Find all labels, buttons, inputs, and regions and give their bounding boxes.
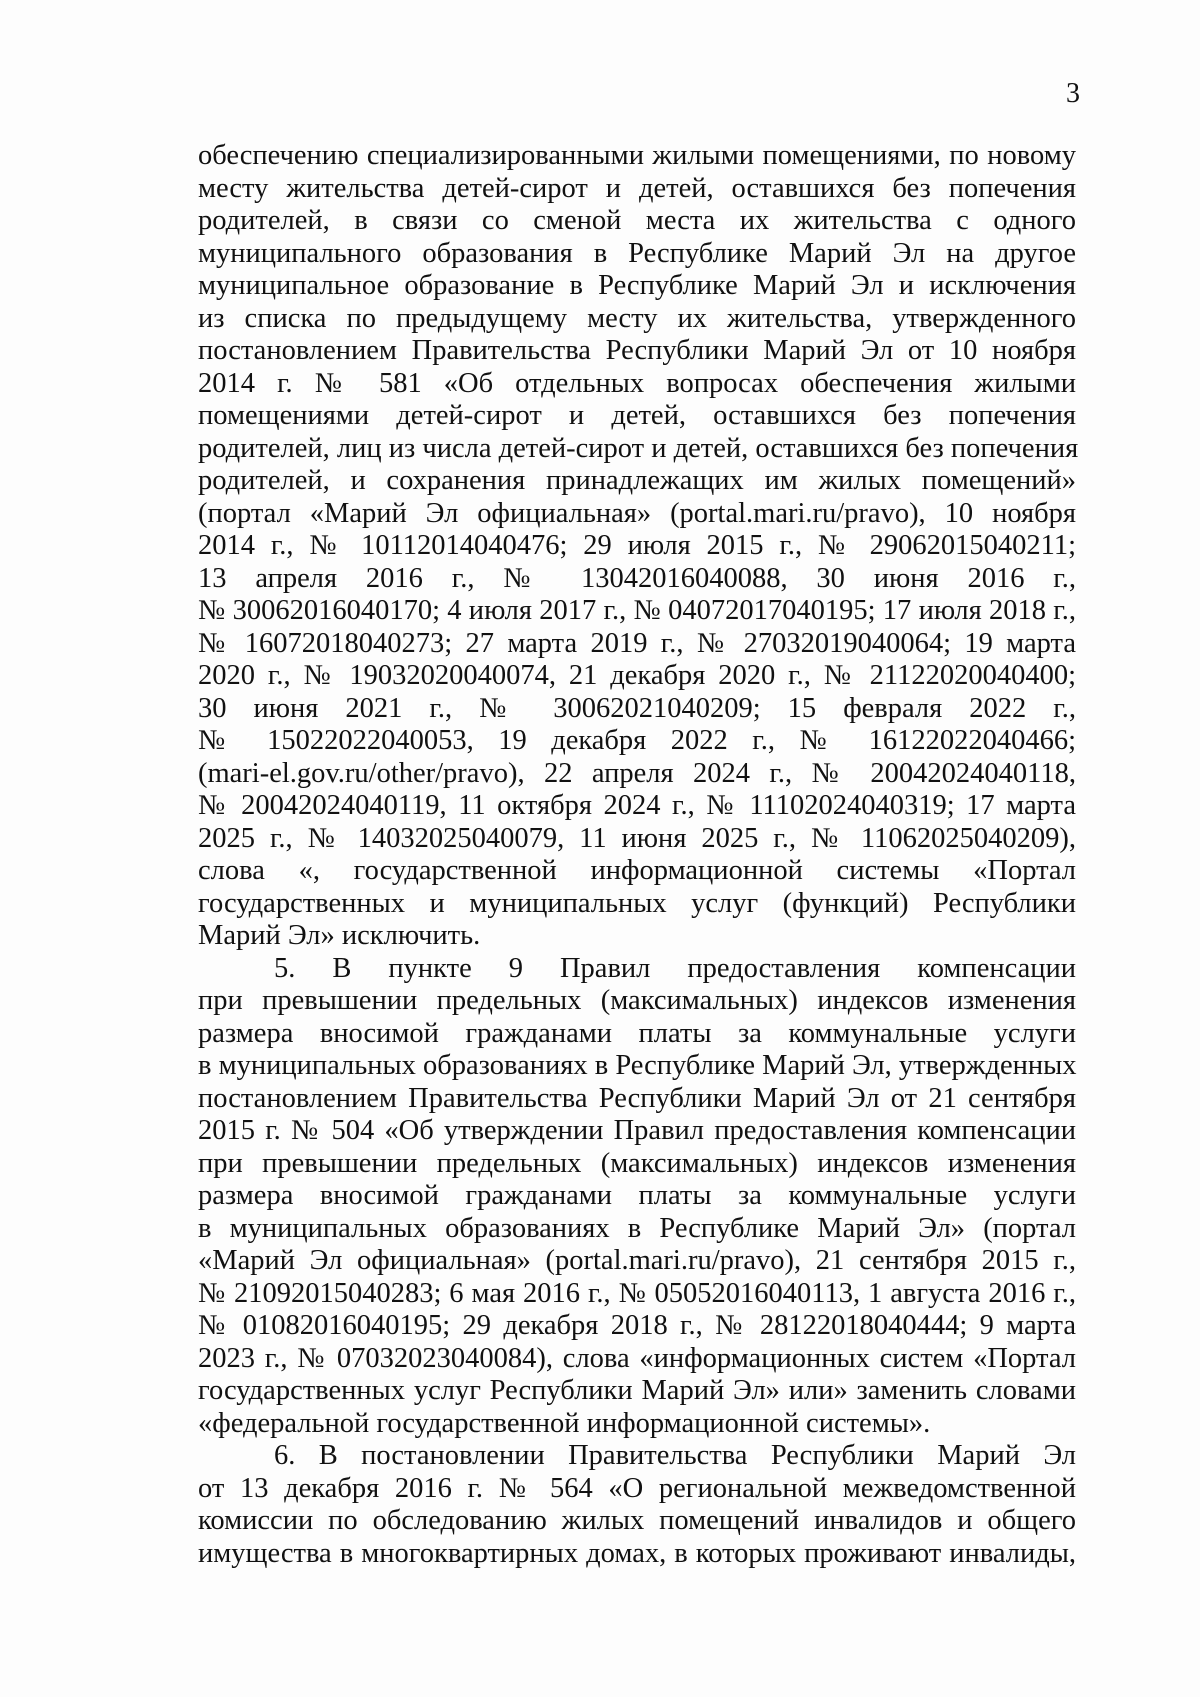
text-line: в муниципальных образованиях в Республике Марий Эл» (портал (198, 1212, 1076, 1244)
text-line: постановлением Правительства Республики Марий Эл от 21 сентября (198, 1082, 1076, 1114)
text-line: при превышении предельных (максимальных) индексов изменения (198, 985, 1076, 1016)
text-line: 2015 г. № 504 «Об утверждении Правил предоставления компенсации (198, 1115, 1076, 1146)
text-line: комиссии по обследованию жилых помещений инвалидов и общего (198, 1505, 1076, 1536)
text-line: имущества в многоквартирных домах, в которых проживают инвалиды, (198, 1537, 1076, 1569)
text-line: «федеральной государственной информационной системы». (198, 1407, 931, 1439)
text-line: родителей, и сохранения принадлежащих им жилых помещений» (198, 465, 1076, 496)
text-line: № 20042024040119, 11 октября 2024 г., № 11102024040319; 17 марта (198, 790, 1076, 821)
text-line: № 15022022040053, 19 декабря 2022 г., № 16122022040466; (198, 725, 1076, 756)
text-line: (портал «Марий Эл официальная» (portal.mari.ru/pravo), 10 ноября (198, 497, 1076, 529)
text-line: от 13 декабря 2016 г. № 564 «О региональной межведомственной (198, 1472, 1076, 1504)
text-line: слова «, государственной информационной системы «Портал (198, 855, 1076, 886)
text-line: (mari-el.gov.ru/other/pravo), 22 апреля 2024 г., № 20042024040118, (198, 757, 1076, 789)
text-line: 2023 г., № 07032023040084), слова «информационных систем «Портал (198, 1342, 1076, 1374)
text-line: из списка по предыдущему месту их жительства, утвержденного (198, 302, 1076, 334)
text-line: муниципального образования в Республике Марий Эл на другое (198, 237, 1076, 269)
text-line: при превышении предельных (максимальных) индексов изменения (198, 1147, 1076, 1179)
text-line: месту жительства детей-сирот и детей, оставшихся без попечения (198, 172, 1076, 204)
text-line: помещениями детей-сирот и детей, оставшихся без попечения (198, 400, 1076, 431)
paragraph-start-line: 6. В постановлении Правительства Республики Марий Эл (274, 1440, 1076, 1471)
text-line: государственных и муниципальных услуг (функций) Республики (198, 887, 1076, 919)
document-body (198, 140, 1079, 1570)
text-line: постановлением Правительства Республики Марий Эл от 10 ноября (198, 335, 1076, 366)
text-line: № 30062016040170; 4 июля 2017 г., № 04072017040195; 17 июля 2018 г., (198, 595, 1076, 626)
text-line: обеспечению специализированными жилыми помещениями, по новому (198, 140, 1076, 171)
text-line: муниципальное образование в Республике Марий Эл и исключения (198, 270, 1076, 301)
text-line: 2014 г., № 10112014040476; 29 июля 2015 г., № 29062015040211; (198, 530, 1076, 561)
text-line: 2025 г., № 14032025040079, 11 июня 2025 г., № 11062025040209), (198, 822, 1076, 854)
text-line: 2020 г., № 19032020040074, 21 декабря 2020 г., № 21122020040400; (198, 660, 1076, 691)
text-line: № 01082016040195; 29 декабря 2018 г., № 28122018040444; 9 марта (198, 1310, 1076, 1341)
text-line: размера вносимой гражданами платы за коммунальные услуги (198, 1017, 1076, 1049)
text-line: № 21092015040283; 6 мая 2016 г., № 05052016040113, 1 августа 2016 г., (198, 1277, 1076, 1309)
text-line: размера вносимой гражданами платы за коммунальные услуги (198, 1180, 1076, 1211)
text-line: «Марий Эл официальная» (portal.mari.ru/pravo), 21 сентября 2015 г., (198, 1245, 1076, 1276)
text-line: 30 июня 2021 г., № 30062021040209; 15 февраля 2022 г., (198, 692, 1076, 724)
text-line: родителей, в связи со сменой места их жительства с одного (198, 205, 1076, 236)
paragraph-start-line: 5. В пункте 9 Правил предоставления компенсации (274, 952, 1076, 984)
text-line: 2014 г. № 581 «Об отдельных вопросах обеспечения жилыми (198, 367, 1076, 399)
text-line: в муниципальных образованиях в Республике Марий Эл, утвержденных (198, 1050, 1077, 1081)
text-line: Марий Эл» исключить. (198, 920, 481, 951)
page-number: 3 (1066, 78, 1080, 109)
text-line: 13 апреля 2016 г., № 13042016040088, 30 июня 2016 г., (198, 562, 1076, 594)
text-line: № 16072018040273; 27 марта 2019 г., № 27032019040064; 19 марта (198, 627, 1076, 659)
text-line: родителей, лиц из числа детей-сирот и детей, оставшихся без попечения (198, 432, 1079, 464)
text-line: государственных услуг Республики Марий Эл» или» заменить словами (198, 1375, 1076, 1406)
